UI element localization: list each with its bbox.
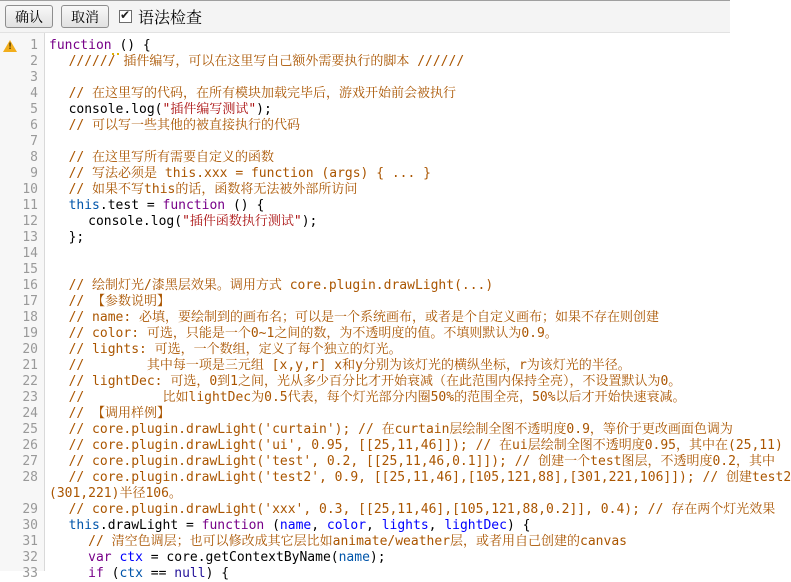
code-line[interactable]: console.log("插件函数执行测试"); <box>49 214 318 229</box>
code-line[interactable]: // core.plugin.drawLight('curtain'); // 在curtain层绘制全图不透明度0.9，等价于更改画面色调为 <box>49 422 733 437</box>
gutter-cell <box>0 486 44 502</box>
gutter-cell <box>0 214 44 230</box>
syntax-check-checkbox[interactable] <box>119 10 132 23</box>
gutter-cell <box>0 374 44 390</box>
line-number: 6 <box>30 118 38 133</box>
line-number: 23 <box>22 390 38 405</box>
line-number: 15 <box>22 262 38 277</box>
code-line[interactable]: }; <box>49 230 85 245</box>
code-line[interactable]: // core.plugin.drawLight('test', 0.2, [[25,11,46,0.1]]); // 创建一个test图层，不透明度0.2，其中 <box>49 454 775 469</box>
line-number: 29 <box>22 502 38 517</box>
code-area[interactable] <box>45 33 791 581</box>
line-number: 18 <box>22 310 38 325</box>
gutter-cell <box>0 566 44 582</box>
line-number: 1 <box>30 38 38 53</box>
code-line[interactable]: // lightDec: 可选，0到1之间，光从多少百分比才开始衰减（在此范围内保持全亮），不设置默认为0。 <box>49 374 682 389</box>
gutter-cell <box>0 326 44 342</box>
gutter-cell <box>0 70 44 86</box>
code-line[interactable]: // 绘制灯光/漆黑层效果。调用方式 core.plugin.drawLight(...) <box>49 278 494 293</box>
gutter-cell <box>0 150 44 166</box>
gutter-cell <box>0 502 44 518</box>
line-number: 10 <box>22 182 38 197</box>
syntax-check-label: 语法检查 <box>138 10 203 27</box>
line-number: 7 <box>30 134 38 149</box>
gutter-cell <box>0 422 44 438</box>
code-line[interactable]: // lights: 可选，一个数组，定义了每个独立的灯光。 <box>49 342 402 357</box>
code-line[interactable]: // 写法必须是 this.xxx = function (args) { ... } <box>49 166 431 181</box>
gutter-cell <box>0 310 44 326</box>
code-line[interactable]: function () { <box>49 38 151 53</box>
line-number: 4 <box>30 86 38 101</box>
gutter-cell <box>0 342 44 358</box>
code-line[interactable]: // core.plugin.drawLight('ui', 0.95, [[25,11,46]]); // 在ui层绘制全图不透明度0.95，其中在(25,11) <box>49 438 783 453</box>
line-number: 28 <box>22 470 38 485</box>
code-line[interactable]: // 【参数说明】 <box>49 294 171 309</box>
code-line[interactable]: // 在这里写所有需要自定义的函数 <box>49 150 275 165</box>
code-line[interactable]: console.log("插件编写测试"); <box>49 102 272 117</box>
line-number: 30 <box>22 518 38 533</box>
code-line[interactable]: var ctx = core.getContextByName(name); <box>88 550 386 565</box>
line-number: 12 <box>22 214 38 229</box>
line-number: 21 <box>22 358 38 373</box>
line-number: 20 <box>22 342 38 357</box>
code-line[interactable]: // color: 可选，只能是一个0~1之间的数，为不透明度的值。不填则默认为0.9。 <box>49 326 558 341</box>
gutter-cell <box>0 230 44 246</box>
line-number: 5 <box>30 102 38 117</box>
code-line[interactable]: this.test = function () { <box>68 198 265 213</box>
gutter-cell <box>0 470 44 486</box>
line-number: 3 <box>30 70 38 85</box>
code-line[interactable]: // name: 必填，要绘制到的画布名；可以是一个系统画布，或者是个自定义画布；如果不存在则创建 <box>49 310 660 325</box>
line-number: 24 <box>22 406 38 421</box>
toolbar <box>0 0 730 33</box>
gutter-cell <box>0 278 44 294</box>
line-number: 9 <box>30 166 38 181</box>
code-line[interactable] <box>49 70 791 86</box>
code-line[interactable]: // 【调用样例】 <box>49 406 171 421</box>
cancel-button[interactable]: 取消 <box>61 5 109 28</box>
check-icon: ✔ <box>120 8 131 22</box>
line-number: 13 <box>22 230 38 245</box>
line-number: 17 <box>22 294 38 309</box>
code-line[interactable] <box>49 134 791 150</box>
code-line[interactable]: // 其中每一项是三元组 [x,y,r] x和y分别为该灯光的横纵坐标，r为该灯光的半径。 <box>49 358 631 373</box>
gutter-cell <box>0 262 44 278</box>
gutter <box>0 33 45 581</box>
code-line[interactable] <box>49 246 791 262</box>
code-line[interactable]: // 清空色调层；也可以修改成其它层比如animate/weather层，或者用自己创建的canvas <box>49 534 627 549</box>
line-number: 32 <box>22 550 38 565</box>
gutter-cell <box>0 86 44 102</box>
gutter-cell <box>0 454 44 470</box>
line-number: 8 <box>30 150 38 165</box>
gutter-cell <box>0 550 44 566</box>
code-line[interactable]: // 如果不写this的话，函数将无法被外部所访问 <box>49 182 358 197</box>
gutter-cell <box>0 518 44 534</box>
line-number: 25 <box>22 422 38 437</box>
code-line[interactable]: // 比如lightDec为0.5代表，每个灯光部分内圈50%的范围全亮，50%以后才开始快速衰减。 <box>49 390 686 405</box>
gutter-cell <box>0 534 44 550</box>
gutter-cell <box>0 358 44 374</box>
gutter-cell <box>0 294 44 310</box>
code-line-wrap[interactable]: (301,221)半径106。 <box>49 486 182 501</box>
code-line[interactable]: // 可以写一些其他的被直接执行的代码 <box>49 118 301 133</box>
code-line[interactable]: ////// 插件编写，可以在这里写自己额外需要执行的脚本 ////// <box>49 54 465 69</box>
code-line[interactable]: this.drawLight = function (name, color, lights, lightDec) { <box>68 518 531 533</box>
gutter-cell <box>0 438 44 454</box>
code-line[interactable]: // core.plugin.drawLight('xxx', 0.3, [[25,11,46],[105,121,88,0.2]], 0.4); // 存在两个灯光效果 <box>49 502 776 517</box>
code-line[interactable]: // core.plugin.drawLight('test2', 0.9, [[25,11,46],[105,121,88],[301,221,106]]); // 创建test2 <box>49 470 791 485</box>
confirm-button[interactable]: 确认 <box>5 5 53 28</box>
code-line[interactable]: // 在这里写的代码，在所有模块加载完毕后，游戏开始前会被执行 <box>49 86 457 101</box>
line-number: 11 <box>22 198 38 213</box>
gutter-cell <box>0 102 44 118</box>
line-number: 26 <box>22 438 38 453</box>
code-line[interactable] <box>49 262 791 278</box>
line-number: 31 <box>22 534 38 549</box>
code-line[interactable]: if (ctx == null) { <box>88 566 230 581</box>
line-number: 2 <box>30 54 38 69</box>
syntax-check-control <box>119 5 202 28</box>
line-number: 19 <box>22 326 38 341</box>
gutter-cell <box>0 134 44 150</box>
gutter-cell <box>0 390 44 406</box>
gutter-cell <box>0 118 44 134</box>
gutter-cell <box>0 38 44 54</box>
gutter-cell <box>0 54 44 70</box>
gutter-cell <box>0 166 44 182</box>
code-editor[interactable] <box>0 33 791 581</box>
line-number: 16 <box>22 278 38 293</box>
gutter-cell <box>0 246 44 262</box>
gutter-cell <box>0 182 44 198</box>
line-number: 33 <box>22 566 38 581</box>
line-number: 22 <box>22 374 38 389</box>
warning-icon <box>3 40 17 52</box>
gutter-cell <box>0 406 44 422</box>
gutter-cell <box>0 198 44 214</box>
line-number: 27 <box>22 454 38 469</box>
line-number: 14 <box>22 246 38 261</box>
